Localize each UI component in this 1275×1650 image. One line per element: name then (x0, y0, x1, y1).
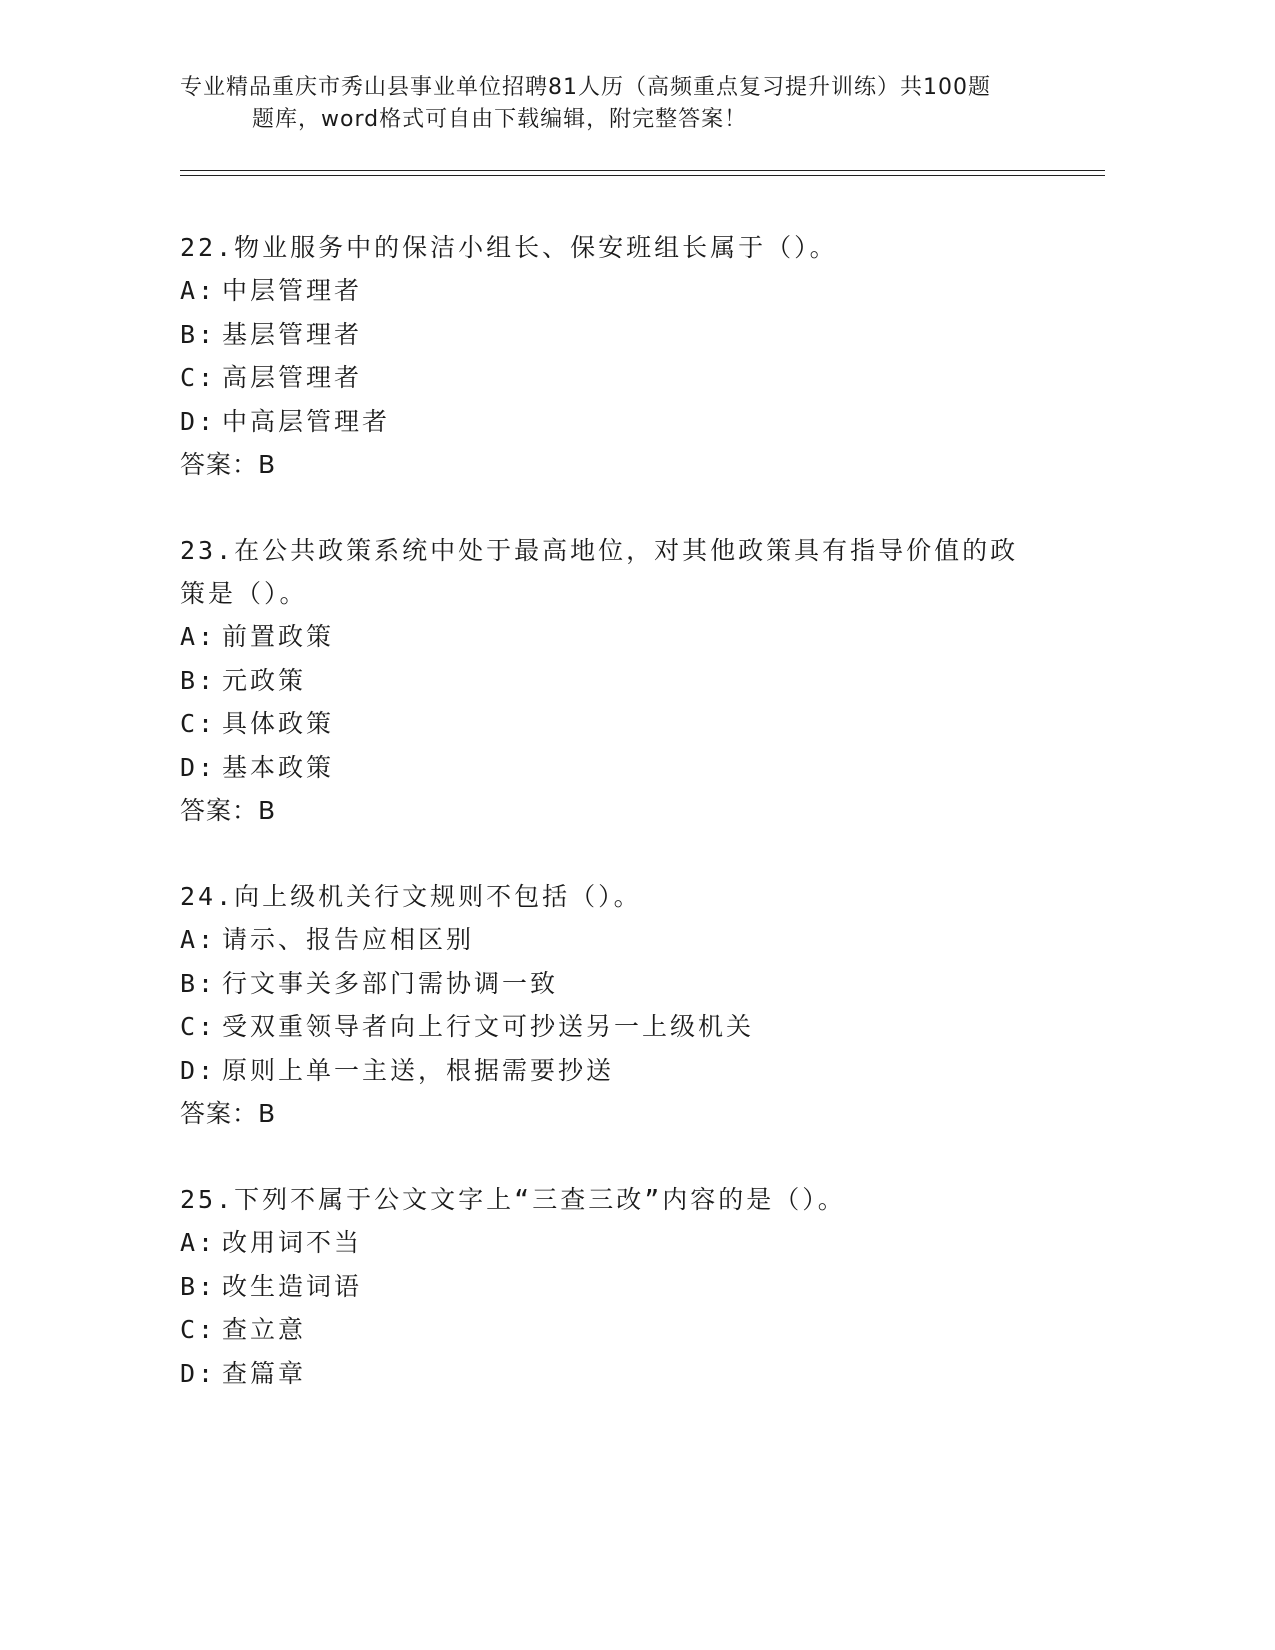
option-key: A: (180, 276, 217, 305)
option-text: 高层管理者 (222, 363, 363, 392)
option-d (180, 746, 1040, 790)
option-key: B: (180, 968, 217, 998)
header-divider-bottom (180, 175, 1105, 176)
question-stem: 23.在公共政策系统中处于最高地位，对其他政策具有指导价值的政策是（）。 (180, 536, 1019, 608)
option-key: C: (180, 709, 217, 738)
option-text: 基本政策 (222, 752, 335, 782)
question-24 (180, 875, 1040, 1136)
option-key: B: (180, 1271, 217, 1301)
question-stem: 22.物业服务中的保洁小组长、保安班组长属于（）。 (180, 233, 838, 262)
option-text: 受双重领导者向上行文可抄送另一上级机关 (222, 1012, 755, 1041)
option-text: 元政策 (222, 665, 307, 695)
option-key: B: (180, 665, 217, 695)
option-c (180, 1308, 1040, 1352)
option-text: 原则上单一主送，根据需要抄送 (222, 1055, 615, 1085)
option-d (180, 400, 1040, 444)
option-b (180, 962, 1040, 1006)
option-key: C: (180, 363, 217, 392)
question-stem: 24.向上级机关行文规则不包括（）。 (180, 882, 642, 911)
question-22 (180, 226, 1040, 487)
option-key: D: (180, 406, 217, 436)
header-divider-top (180, 170, 1105, 171)
option-key: D: (180, 752, 217, 782)
answer-text: 答案：B (180, 450, 277, 479)
option-text: 中层管理者 (222, 276, 363, 305)
option-key: C: (180, 1012, 217, 1041)
option-key: D: (180, 1358, 217, 1388)
option-key: B: (180, 319, 217, 349)
option-d (180, 1352, 1040, 1396)
option-b (180, 659, 1040, 703)
option-b (180, 313, 1040, 357)
option-key: D: (180, 1055, 217, 1085)
option-a (180, 1221, 1040, 1265)
option-b (180, 1265, 1040, 1309)
question-list (180, 226, 1040, 1437)
option-a (180, 918, 1040, 962)
question-25 (180, 1178, 1040, 1395)
option-text: 基层管理者 (222, 319, 363, 349)
option-text: 查立意 (222, 1315, 307, 1344)
option-c (180, 702, 1040, 746)
option-text: 改生造词语 (222, 1271, 363, 1301)
header-title-line1: 专业精品重庆市秀山县事业单位招聘81人历（高频重点复习提升训练）共100题 (180, 75, 991, 100)
option-text: 行文事关多部门需协调一致 (222, 968, 559, 998)
option-key: C: (180, 1315, 217, 1344)
document-header (180, 72, 1060, 136)
option-key: A: (180, 925, 217, 954)
option-c (180, 356, 1040, 400)
option-text: 中高层管理者 (222, 406, 391, 436)
answer-text: 答案：B (180, 796, 277, 825)
option-c (180, 1005, 1040, 1049)
header-title-line2: 题库，word格式可自由下载编辑，附完整答案！ (252, 107, 748, 132)
option-text: 改用词不当 (222, 1228, 363, 1257)
option-text: 前置政策 (222, 622, 335, 651)
option-key: A: (180, 1228, 217, 1257)
option-text: 具体政策 (222, 709, 335, 738)
answer-text: 答案：B (180, 1099, 277, 1128)
option-a (180, 269, 1040, 313)
question-23 (180, 529, 1040, 833)
option-text: 请示、报告应相区别 (222, 925, 475, 954)
option-d (180, 1049, 1040, 1093)
option-key: A: (180, 622, 217, 651)
option-text: 查篇章 (222, 1358, 307, 1388)
question-stem: 25.下列不属于公文文字上“三查三改”内容的是（）。 (180, 1185, 846, 1214)
option-a (180, 615, 1040, 659)
